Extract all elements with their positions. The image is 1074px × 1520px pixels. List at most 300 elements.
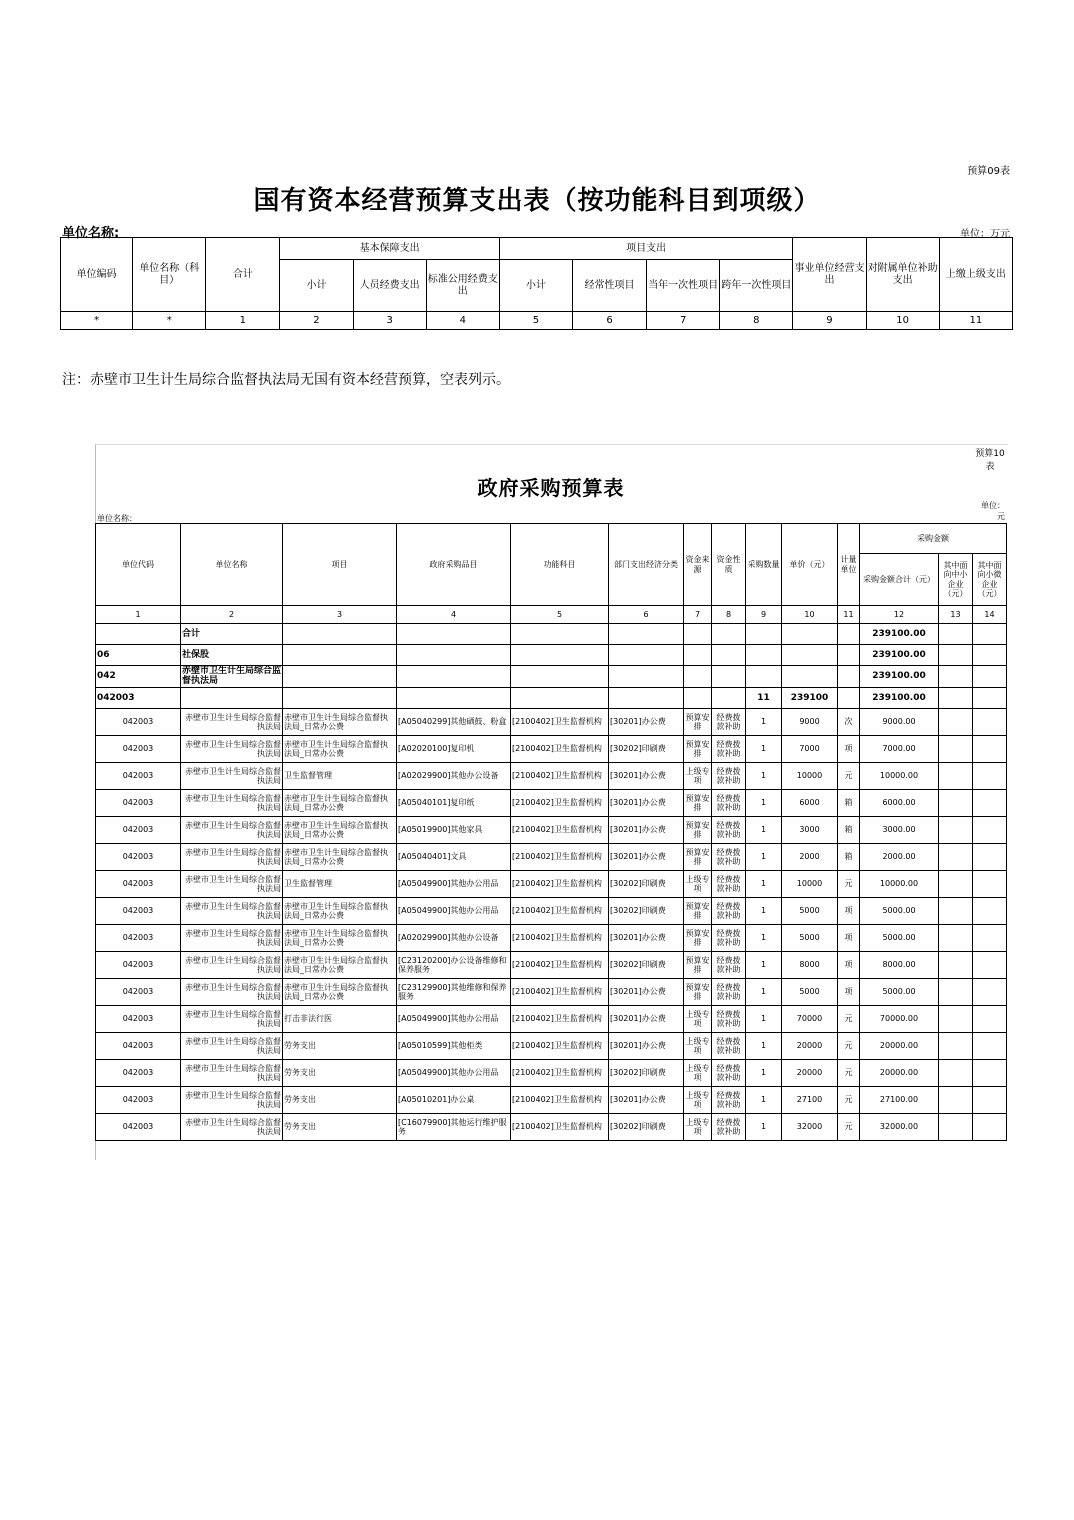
table-row xyxy=(96,1005,1007,1032)
row-project: 赤壁市卫生计生局综合监督执法局_日常办公费 xyxy=(283,789,397,816)
empty-cell xyxy=(939,789,973,816)
t1-h-one-time-multi: 跨年一次性项目 xyxy=(720,260,793,312)
empty-cell xyxy=(838,624,860,645)
t1-col-number: 6 xyxy=(572,312,646,330)
empty-cell xyxy=(511,666,609,688)
empty-cell xyxy=(609,666,684,688)
row-measure: 项 xyxy=(838,897,860,924)
row-price: 20000 xyxy=(782,1059,838,1086)
row-fund-source: 上级专项 xyxy=(684,870,712,897)
row-fund-nature: 经费拨款补助 xyxy=(712,816,746,843)
empty-cell xyxy=(838,645,860,666)
empty-cell xyxy=(684,624,712,645)
row-amount: 32000.00 xyxy=(860,1113,939,1140)
row-project: 赤壁市卫生计生局综合监督执法局_日常办公费 xyxy=(283,708,397,735)
table-row xyxy=(96,735,1007,762)
t1-h-subsidy: 对附属单位补助支出 xyxy=(866,238,939,312)
row-unit-name: 赤壁市卫生计生局综合监督执法局 xyxy=(181,1086,283,1113)
t1-col-number: 3 xyxy=(353,312,426,330)
row-measure: 元 xyxy=(838,1059,860,1086)
table2-tag: 预算10表 xyxy=(975,449,1005,472)
row-unit-name: 赤壁市卫生计生局综合监督执法局 xyxy=(181,951,283,978)
t2-data-rows xyxy=(96,708,1007,1140)
empty-cell xyxy=(973,687,1007,708)
t2-col-number: 6 xyxy=(609,606,684,624)
row-price: 20000 xyxy=(782,1032,838,1059)
table-row xyxy=(96,978,1007,1005)
row-unit-name: 赤壁市卫生计生局综合监督执法局 xyxy=(181,1005,283,1032)
empty-cell xyxy=(973,870,1007,897)
row-project: 赤壁市卫生计生局综合监督执法局_日常办公费 xyxy=(283,843,397,870)
row-unit-code: 042003 xyxy=(96,1059,181,1086)
empty-cell xyxy=(973,1005,1007,1032)
row-qty: 1 xyxy=(746,843,782,870)
row-function: [2100402]卫生监督机构 xyxy=(511,1113,609,1140)
row-catalog: [A05010201]办公桌 xyxy=(397,1086,511,1113)
summary-code xyxy=(96,624,181,645)
empty-cell xyxy=(609,687,684,708)
row-unit-name: 赤壁市卫生计生局综合监督执法局 xyxy=(181,870,283,897)
row-unit-code: 042003 xyxy=(96,789,181,816)
row-price: 8000 xyxy=(782,951,838,978)
summary-price: 239100 xyxy=(782,687,838,708)
empty-cell xyxy=(283,666,397,688)
empty-cell xyxy=(973,1113,1007,1140)
summary-name: 赤壁市卫生计生局综合监督执法局 xyxy=(182,666,282,687)
row-unit-code: 042003 xyxy=(96,978,181,1005)
t1-col-number: * xyxy=(133,312,206,330)
t1-h-unit-code: 单位编码 xyxy=(61,238,133,312)
t2-h-amount-group: 采购金额 xyxy=(860,524,1007,554)
row-fund-nature: 经费拨款补助 xyxy=(712,1086,746,1113)
row-price: 7000 xyxy=(782,735,838,762)
row-price: 70000 xyxy=(782,1005,838,1032)
row-measure: 项 xyxy=(838,924,860,951)
row-fund-nature: 经费拨款补助 xyxy=(712,708,746,735)
row-catalog: [A05049900]其他办公用品 xyxy=(397,1059,511,1086)
empty-cell xyxy=(609,624,684,645)
row-function: [2100402]卫生监督机构 xyxy=(511,1005,609,1032)
row-catalog: [A05040299]其他硒鼓、粉盒 xyxy=(397,708,511,735)
empty-cell xyxy=(684,687,712,708)
empty-cell xyxy=(939,870,973,897)
empty-cell xyxy=(973,897,1007,924)
row-fund-nature: 经费拨款补助 xyxy=(712,924,746,951)
table2-unit-name-label: 单位名称： xyxy=(97,514,137,523)
row-unit-code: 042003 xyxy=(96,708,181,735)
row-measure: 箱 xyxy=(838,843,860,870)
row-project: 劳务支出 xyxy=(283,1032,397,1059)
summary-qty: 11 xyxy=(746,687,782,708)
t1-col-number: * xyxy=(61,312,133,330)
row-catalog: [A02020100]复印机 xyxy=(397,735,511,762)
empty-cell xyxy=(511,645,609,666)
row-function: [2100402]卫生监督机构 xyxy=(511,978,609,1005)
row-econ: [30202]印刷费 xyxy=(609,897,684,924)
row-fund-nature: 经费拨款补助 xyxy=(712,897,746,924)
row-catalog: [C23129900]其他维修和保养服务 xyxy=(397,978,511,1005)
row-function: [2100402]卫生监督机构 xyxy=(511,1086,609,1113)
row-fund-source: 预算安排 xyxy=(684,843,712,870)
empty-cell xyxy=(939,687,973,708)
row-catalog: [A05049900]其他办公用品 xyxy=(397,1005,511,1032)
t1-col-number: 9 xyxy=(793,312,866,330)
empty-cell xyxy=(283,687,397,708)
row-qty: 1 xyxy=(746,708,782,735)
row-amount: 5000.00 xyxy=(860,897,939,924)
row-amount: 9000.00 xyxy=(860,708,939,735)
empty-cell xyxy=(397,666,511,688)
row-amount: 10000.00 xyxy=(860,870,939,897)
row-fund-nature: 经费拨款补助 xyxy=(712,1032,746,1059)
row-qty: 1 xyxy=(746,951,782,978)
row-amount: 5000.00 xyxy=(860,978,939,1005)
t1-h-one-time-current: 当年一次性项目 xyxy=(647,260,720,312)
t1-h-total: 合计 xyxy=(206,238,280,312)
row-price: 5000 xyxy=(782,897,838,924)
t1-h-subtotal2: 小计 xyxy=(499,260,572,312)
row-unit-name: 赤壁市卫生计生局综合监督执法局 xyxy=(181,1113,283,1140)
summary-name: 合计 xyxy=(181,624,283,645)
empty-cell xyxy=(283,624,397,645)
row-catalog: [A05049900]其他办公用品 xyxy=(397,870,511,897)
t2-col-number: 14 xyxy=(973,606,1007,624)
row-catalog: [A05049900]其他办公用品 xyxy=(397,897,511,924)
empty-cell xyxy=(939,843,973,870)
table1-tag: 预算09表 xyxy=(967,166,1010,177)
t1-col-number: 1 xyxy=(206,312,280,330)
row-fund-source: 预算安排 xyxy=(684,816,712,843)
summary-row xyxy=(96,666,1007,688)
t2-h-qty: 采购数量 xyxy=(746,524,782,606)
t2-h-fund-source: 资金来源 xyxy=(684,524,712,606)
empty-cell xyxy=(397,687,511,708)
summary-code: 042 xyxy=(96,666,181,688)
row-unit-name: 赤壁市卫生计生局综合监督执法局 xyxy=(181,1032,283,1059)
row-econ: [30201]办公费 xyxy=(609,1032,684,1059)
empty-cell xyxy=(973,735,1007,762)
summary-amount: 239100.00 xyxy=(860,687,939,708)
row-catalog: [A05019900]其他家具 xyxy=(397,816,511,843)
t2-col-number: 10 xyxy=(782,606,838,624)
row-qty: 1 xyxy=(746,978,782,1005)
row-fund-source: 上级专项 xyxy=(684,1113,712,1140)
t1-h-personnel: 人员经费支出 xyxy=(353,260,426,312)
row-fund-source: 上级专项 xyxy=(684,1032,712,1059)
row-measure: 次 xyxy=(838,708,860,735)
row-fund-nature: 经费拨款补助 xyxy=(712,789,746,816)
row-catalog: [A05010599]其他柜类 xyxy=(397,1032,511,1059)
t1-h-subtotal: 小计 xyxy=(280,260,353,312)
row-econ: [30201]办公费 xyxy=(609,924,684,951)
row-price: 2000 xyxy=(782,843,838,870)
table-row xyxy=(96,1113,1007,1140)
row-fund-source: 上级专项 xyxy=(684,1086,712,1113)
row-function: [2100402]卫生监督机构 xyxy=(511,708,609,735)
t2-col-number: 3 xyxy=(283,606,397,624)
row-econ: [30201]办公费 xyxy=(609,843,684,870)
row-unit-name: 赤壁市卫生计生局综合监督执法局 xyxy=(181,978,283,1005)
row-price: 9000 xyxy=(782,708,838,735)
t2-number-row xyxy=(96,606,1007,624)
row-unit-code: 042003 xyxy=(96,843,181,870)
row-amount: 10000.00 xyxy=(860,762,939,789)
empty-cell xyxy=(939,924,973,951)
t2-col-number: 7 xyxy=(684,606,712,624)
empty-cell xyxy=(712,645,746,666)
row-function: [2100402]卫生监督机构 xyxy=(511,897,609,924)
row-amount: 5000.00 xyxy=(860,924,939,951)
row-amount: 8000.00 xyxy=(860,951,939,978)
empty-cell xyxy=(973,924,1007,951)
empty-cell xyxy=(712,624,746,645)
summary-amount: 239100.00 xyxy=(860,645,939,666)
row-catalog: [A02029900]其他办公设备 xyxy=(397,924,511,951)
row-qty: 1 xyxy=(746,789,782,816)
table1-title: 国有资本经营预算支出表（按功能科目到项级） xyxy=(253,186,821,216)
t1-h-project: 项目支出 xyxy=(499,238,793,260)
row-catalog: [A05040401]文具 xyxy=(397,843,511,870)
table-row xyxy=(96,1086,1007,1113)
row-fund-nature: 经费拨款补助 xyxy=(712,735,746,762)
t1-col-number: 8 xyxy=(720,312,793,330)
row-measure: 元 xyxy=(838,1086,860,1113)
row-unit-code: 042003 xyxy=(96,816,181,843)
t2-h-function: 功能科目 xyxy=(511,524,609,606)
empty-cell xyxy=(939,666,973,688)
row-amount: 6000.00 xyxy=(860,789,939,816)
t1-col-number: 2 xyxy=(280,312,353,330)
summary-amount: 239100.00 xyxy=(860,666,939,688)
row-measure: 项 xyxy=(838,978,860,1005)
row-qty: 1 xyxy=(746,816,782,843)
table1 xyxy=(60,237,1013,330)
row-price: 27100 xyxy=(782,1086,838,1113)
row-fund-source: 预算安排 xyxy=(684,708,712,735)
t1-h-remit: 上缴上级支出 xyxy=(939,238,1012,312)
row-project: 卫生监督管理 xyxy=(283,870,397,897)
row-fund-nature: 经费拨款补助 xyxy=(712,951,746,978)
row-econ: [30202]印刷费 xyxy=(609,735,684,762)
empty-cell xyxy=(684,666,712,688)
row-fund-nature: 经费拨款补助 xyxy=(712,1005,746,1032)
row-function: [2100402]卫生监督机构 xyxy=(511,735,609,762)
empty-cell xyxy=(939,951,973,978)
empty-cell xyxy=(973,708,1007,735)
t1-number-row xyxy=(61,312,1013,330)
row-project: 劳务支出 xyxy=(283,1086,397,1113)
row-fund-nature: 经费拨款补助 xyxy=(712,843,746,870)
note-text: 注：赤壁市卫生计生局综合监督执法局无国有资本经营预算，空表列示。 xyxy=(62,372,510,388)
summary-amount: 239100.00 xyxy=(860,624,939,645)
empty-cell xyxy=(973,624,1007,645)
row-measure: 箱 xyxy=(838,789,860,816)
empty-cell xyxy=(939,1059,973,1086)
empty-cell xyxy=(397,624,511,645)
row-project: 打击非法行医 xyxy=(283,1005,397,1032)
empty-cell xyxy=(973,978,1007,1005)
row-fund-source: 预算安排 xyxy=(684,951,712,978)
row-measure: 元 xyxy=(838,1032,860,1059)
row-unit-code: 042003 xyxy=(96,1005,181,1032)
row-qty: 1 xyxy=(746,870,782,897)
t1-h-unit-name: 单位名称（科目） xyxy=(133,238,206,312)
row-fund-nature: 经费拨款补助 xyxy=(712,1059,746,1086)
row-project: 赤壁市卫生计生局综合监督执法局_日常办公费 xyxy=(283,816,397,843)
row-qty: 1 xyxy=(746,1032,782,1059)
row-unit-name: 赤壁市卫生计生局综合监督执法局 xyxy=(181,1059,283,1086)
row-function: [2100402]卫生监督机构 xyxy=(511,951,609,978)
row-econ: [30201]办公费 xyxy=(609,1005,684,1032)
row-function: [2100402]卫生监督机构 xyxy=(511,789,609,816)
summary-row xyxy=(96,687,1007,708)
summary-qty xyxy=(746,645,782,666)
table2-unit-label: 单位：元 xyxy=(981,501,1005,521)
row-econ: [30201]办公费 xyxy=(609,789,684,816)
empty-cell xyxy=(939,1086,973,1113)
empty-cell xyxy=(939,1113,973,1140)
row-fund-source: 预算安排 xyxy=(684,897,712,924)
row-function: [2100402]卫生监督机构 xyxy=(511,1032,609,1059)
summary-qty xyxy=(746,624,782,645)
t1-h-standard-public: 标准公用经费支出 xyxy=(426,260,499,312)
table-row xyxy=(96,897,1007,924)
summary-code: 042003 xyxy=(96,687,181,708)
t1-h-basic: 基本保障支出 xyxy=(280,238,499,260)
row-unit-code: 042003 xyxy=(96,951,181,978)
row-amount: 20000.00 xyxy=(860,1059,939,1086)
row-econ: [30201]办公费 xyxy=(609,978,684,1005)
row-catalog: [A02029900]其他办公设备 xyxy=(397,762,511,789)
row-unit-code: 042003 xyxy=(96,870,181,897)
row-qty: 1 xyxy=(746,1086,782,1113)
empty-cell xyxy=(712,666,746,688)
table-row xyxy=(96,762,1007,789)
row-amount: 20000.00 xyxy=(860,1032,939,1059)
t2-col-number: 1 xyxy=(96,606,181,624)
row-unit-code: 042003 xyxy=(96,1032,181,1059)
t1-col-number: 10 xyxy=(866,312,939,330)
table-row xyxy=(96,816,1007,843)
row-unit-code: 042003 xyxy=(96,924,181,951)
empty-cell xyxy=(283,645,397,666)
row-econ: [30202]印刷费 xyxy=(609,1113,684,1140)
empty-cell xyxy=(973,666,1007,688)
row-fund-source: 预算安排 xyxy=(684,924,712,951)
row-unit-name: 赤壁市卫生计生局综合监督执法局 xyxy=(181,897,283,924)
row-function: [2100402]卫生监督机构 xyxy=(511,1059,609,1086)
t2-h-price: 单价（元） xyxy=(782,524,838,606)
table-row xyxy=(96,924,1007,951)
empty-cell xyxy=(973,762,1007,789)
row-qty: 1 xyxy=(746,897,782,924)
row-unit-name: 赤壁市卫生计生局综合监督执法局 xyxy=(181,816,283,843)
row-unit-code: 042003 xyxy=(96,897,181,924)
row-qty: 1 xyxy=(746,1059,782,1086)
summary-qty xyxy=(746,666,782,688)
row-measure: 元 xyxy=(838,1113,860,1140)
t2-h-project: 项目 xyxy=(283,524,397,606)
table-row xyxy=(96,1032,1007,1059)
empty-cell xyxy=(939,1005,973,1032)
row-amount: 70000.00 xyxy=(860,1005,939,1032)
summary-code: 06 xyxy=(96,645,181,666)
empty-cell xyxy=(511,624,609,645)
row-econ: [30201]办公费 xyxy=(609,816,684,843)
t2-col-number: 4 xyxy=(397,606,511,624)
table-row xyxy=(96,1059,1007,1086)
table-row xyxy=(96,789,1007,816)
table1-unit-name-label: 单位名称: xyxy=(62,226,120,241)
row-function: [2100402]卫生监督机构 xyxy=(511,762,609,789)
table2-title: 政府采购预算表 xyxy=(477,476,625,500)
row-catalog: [A05040101]复印纸 xyxy=(397,789,511,816)
row-price: 10000 xyxy=(782,762,838,789)
empty-cell xyxy=(973,1032,1007,1059)
row-project: 赤壁市卫生计生局综合监督执法局_日常办公费 xyxy=(283,978,397,1005)
t2-col-number: 11 xyxy=(838,606,860,624)
row-catalog: [C23120200]办公设备维修和保养服务 xyxy=(397,951,511,978)
summary-price xyxy=(782,666,838,688)
t2-h-unit-name: 单位名称 xyxy=(181,524,283,606)
row-measure: 元 xyxy=(838,762,860,789)
empty-cell xyxy=(397,645,511,666)
table-row xyxy=(96,708,1007,735)
row-project: 赤壁市卫生计生局综合监督执法局_日常办公费 xyxy=(283,735,397,762)
row-function: [2100402]卫生监督机构 xyxy=(511,924,609,951)
summary-row xyxy=(96,645,1007,666)
row-project: 赤壁市卫生计生局综合监督执法局_日常办公费 xyxy=(283,897,397,924)
row-unit-code: 042003 xyxy=(96,1113,181,1140)
row-fund-source: 预算安排 xyxy=(684,735,712,762)
table2 xyxy=(95,523,1007,1141)
summary-name: 社保股 xyxy=(181,645,283,666)
row-project: 劳务支出 xyxy=(283,1113,397,1140)
t2-h-unit-code: 单位代码 xyxy=(96,524,181,606)
row-fund-source: 预算安排 xyxy=(684,978,712,1005)
empty-cell xyxy=(939,735,973,762)
table1-unit-label: 单位：万元 xyxy=(960,229,1010,240)
t2-h-fund-nature: 资金性质 xyxy=(712,524,746,606)
summary-name xyxy=(181,687,283,708)
row-project: 赤壁市卫生计生局综合监督执法局_日常办公费 xyxy=(283,924,397,951)
empty-cell xyxy=(838,666,860,688)
empty-cell xyxy=(939,624,973,645)
row-unit-name: 赤壁市卫生计生局综合监督执法局 xyxy=(181,708,283,735)
empty-cell xyxy=(939,1032,973,1059)
t2-col-number: 13 xyxy=(939,606,973,624)
empty-cell xyxy=(973,789,1007,816)
row-project: 劳务支出 xyxy=(283,1059,397,1086)
row-fund-nature: 经费拨款补助 xyxy=(712,762,746,789)
t2-col-number: 8 xyxy=(712,606,746,624)
row-fund-source: 预算安排 xyxy=(684,789,712,816)
empty-cell xyxy=(684,645,712,666)
row-unit-code: 042003 xyxy=(96,1086,181,1113)
row-fund-source: 上级专项 xyxy=(684,762,712,789)
row-qty: 1 xyxy=(746,735,782,762)
empty-cell xyxy=(939,645,973,666)
table-row xyxy=(96,951,1007,978)
table-row xyxy=(96,870,1007,897)
row-fund-source: 上级专项 xyxy=(684,1005,712,1032)
empty-cell xyxy=(973,816,1007,843)
row-qty: 1 xyxy=(746,1005,782,1032)
row-measure: 项 xyxy=(838,735,860,762)
summary-row xyxy=(96,624,1007,645)
row-unit-name: 赤壁市卫生计生局综合监督执法局 xyxy=(181,735,283,762)
row-qty: 1 xyxy=(746,924,782,951)
